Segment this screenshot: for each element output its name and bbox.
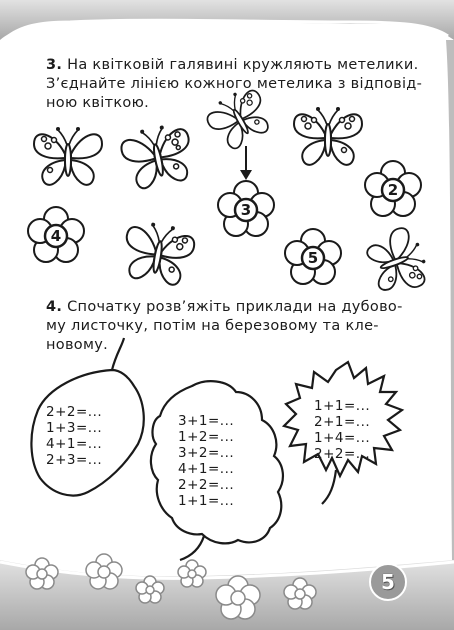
task-4-line-2: му листочку, потім на березовому та кле- [46,318,379,334]
birch-example-4: 4+1=... [178,461,235,477]
maple-example-4: 2+2=... [314,446,371,462]
flower-2-label: 2 [387,181,399,199]
birch-example-6: 1+1=... [178,493,235,509]
task-3-line-3: ною квіткою. [46,95,149,111]
maple-example-3: 1+4=... [314,430,371,446]
task-4-line-3: новому. [46,337,108,353]
task-3-number: 3. [46,57,63,73]
oak-example-4: 2+3=... [46,452,103,468]
maple-example-2: 2+1=... [314,414,371,430]
flower-5-label: 5 [307,249,319,267]
oak-example-3: 4+1=... [46,436,103,452]
birch-example-2: 1+2=... [178,429,235,445]
task-3-line-1: На квітковій галявині кружляють метелики. [67,57,419,73]
birch-example-1: 3+1=... [178,413,235,429]
flower-4-label: 4 [50,227,62,245]
flower-3-label: 3 [240,201,252,219]
page-number: 5 [381,570,395,594]
maple-example-1: 1+1=... [314,398,371,414]
task-4-line-1: Спочатку розв’яжіть приклади на дубово- [67,299,403,315]
birch-example-3: 3+2=... [178,445,235,461]
oak-example-2: 1+3=... [46,420,103,436]
task-3-line-2: З’єднайте лінією кожного метелика з відповід- [46,76,423,92]
task-4-number: 4. [46,299,63,315]
oak-example-1: 2+2=... [46,404,103,420]
birch-example-5: 2+2=... [178,477,235,493]
